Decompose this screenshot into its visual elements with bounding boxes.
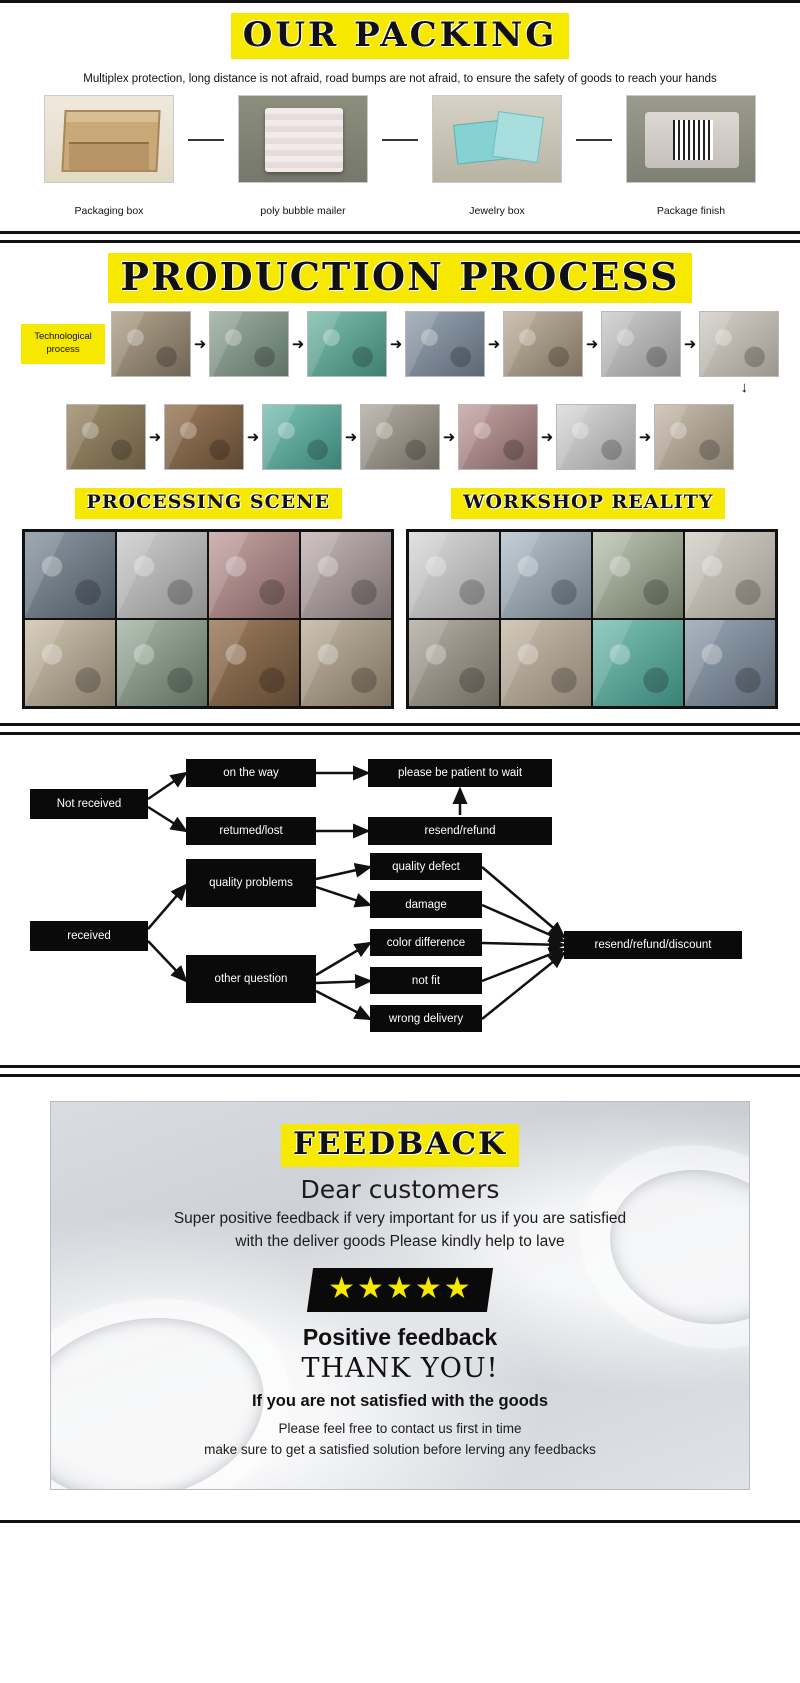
gallery-photo: [593, 620, 683, 706]
process-thumb: [503, 311, 583, 377]
packing-step-caption: Packaging box: [74, 205, 144, 217]
packing-separator: [382, 139, 418, 141]
issue-flow-section: [0, 732, 800, 1068]
arrow-right-icon: ➜: [683, 335, 697, 353]
feedback-line-1: Super positive feedback if very important for us if you are satisfied: [173, 1210, 627, 1227]
process-thumb: [262, 404, 342, 470]
contact-line: Please feel free to contact us first in time: [278, 1421, 522, 1436]
jewelry-box-image: [432, 95, 562, 183]
thank-you-label: THANK YOU!: [301, 1353, 499, 1384]
flow-box-not-fit: not fit: [370, 967, 482, 994]
arrow-right-icon: ➜: [193, 335, 207, 353]
arrow-right-icon: ➜: [487, 335, 501, 353]
production-galleries: [0, 529, 800, 709]
process-thumb: [654, 404, 734, 470]
flow-box-color-difference: color difference: [370, 929, 482, 956]
not-satisfied-label: If you are not satisfied with the goods: [251, 1392, 549, 1410]
flow-box-please-wait: please be patient to wait: [368, 759, 552, 787]
gallery-photo: [501, 620, 591, 706]
packing-section: [0, 0, 800, 234]
flow-box-wrong-delivery: wrong delivery: [370, 1005, 482, 1032]
process-thumb: [111, 311, 191, 377]
packing-title-wrap: [0, 13, 800, 59]
packing-step-caption: poly bubble mailer: [260, 205, 346, 217]
processing-scene-gallery: [22, 529, 394, 709]
gallery-photo: [593, 532, 683, 618]
packing-separator: [188, 139, 224, 141]
flow-box-received: received: [30, 921, 148, 951]
process-thumb: [405, 311, 485, 377]
packing-step-caption: Jewelry box: [469, 205, 525, 217]
process-thumb: [164, 404, 244, 470]
process-row-1: [0, 311, 800, 377]
issue-flow-chart: [8, 751, 792, 1051]
packaging-box-image: [44, 95, 174, 183]
gallery-photo: [685, 532, 775, 618]
packing-step: [228, 95, 378, 217]
process-thumb: [556, 404, 636, 470]
gallery-photo: [301, 532, 391, 618]
feedback-title: FEEDBACK: [281, 1124, 519, 1167]
arrow-right-icon: ➜: [389, 335, 403, 353]
production-subtitles: [0, 488, 800, 519]
gallery-photo: [209, 620, 299, 706]
process-row-2: [0, 404, 800, 470]
processing-scene-title: PROCESSING SCENE: [75, 488, 343, 519]
solution-line: make sure to get a satisfied solution before lerving any feedbacks: [204, 1442, 596, 1457]
packing-step: [34, 95, 184, 217]
feedback-content: [69, 1124, 731, 1457]
packing-step: [422, 95, 572, 217]
process-thumb: [360, 404, 440, 470]
gallery-photo: [501, 532, 591, 618]
flow-box-returned-lost: retumed/lost: [186, 817, 316, 845]
flow-box-quality-defect: quality defect: [370, 853, 482, 880]
feedback-line-2: with the deliver goods Please kindly help to lave: [235, 1233, 565, 1250]
gallery-photo: [301, 620, 391, 706]
gallery-photo: [409, 532, 499, 618]
packing-title: OUR PACKING: [231, 13, 569, 59]
arrow-right-icon: ➜: [638, 428, 652, 446]
packing-lead-text: Multiplex protection, long distance is not afraid, road bumps are not afraid, to ensure the safety of goods to reach your hands: [83, 73, 717, 85]
arrow-right-icon: ➜: [148, 428, 162, 446]
gallery-photo: [25, 620, 115, 706]
process-thumb: [66, 404, 146, 470]
packing-step: [616, 95, 766, 217]
workshop-reality-title: WORKSHOP REALITY: [451, 488, 725, 519]
process-thumb: [209, 311, 289, 377]
arrow-down-icon: ↓: [740, 379, 748, 396]
arrow-right-icon: ➜: [344, 428, 358, 446]
positive-feedback-label: Positive feedback: [302, 1324, 498, 1350]
gallery-photo: [117, 620, 207, 706]
bubble-mailer-image: [238, 95, 368, 183]
gallery-photo: [209, 532, 299, 618]
process-thumb: [699, 311, 779, 377]
arrow-right-icon: ➜: [585, 335, 599, 353]
package-finish-image: [626, 95, 756, 183]
process-thumb: [307, 311, 387, 377]
arrow-right-icon: ➜: [246, 428, 260, 446]
production-section: [0, 240, 800, 726]
feedback-title-wrap: [69, 1124, 731, 1167]
packing-step-caption: Package finish: [656, 205, 726, 217]
process-thumb: [601, 311, 681, 377]
star-icon: ★★★★★: [327, 1272, 473, 1305]
arrow-right-icon: ➜: [540, 428, 554, 446]
gallery-photo: [409, 620, 499, 706]
gallery-photo: [25, 532, 115, 618]
feedback-greeting: Dear customers: [300, 1175, 500, 1204]
feedback-section: [0, 1074, 800, 1523]
arrow-right-icon: ➜: [291, 335, 305, 353]
gallery-photo: [685, 620, 775, 706]
production-title-wrap: [0, 253, 800, 303]
flow-box-other-question: other question: [186, 955, 316, 1003]
flow-box-resend-refund-discount: resend/refund/discount: [564, 931, 742, 959]
flow-box-not-received: Not received: [30, 789, 148, 819]
flow-box-damage: damage: [370, 891, 482, 918]
technological-process-label: Technological process: [21, 324, 105, 364]
process-thumb: [458, 404, 538, 470]
packing-separator: [576, 139, 612, 141]
arrow-right-icon: ➜: [442, 428, 456, 446]
process-arrow-down-wrap: [0, 379, 800, 396]
packing-steps-row: [0, 95, 800, 217]
production-title: PRODUCTION PROCESS: [108, 253, 691, 303]
flow-box-resend-refund: resend/refund: [368, 817, 552, 845]
workshop-reality-gallery: [406, 529, 778, 709]
feedback-card: [50, 1101, 750, 1490]
star-rating: [307, 1268, 494, 1312]
gallery-photo: [117, 532, 207, 618]
flow-box-quality-problems: quality problems: [186, 859, 316, 907]
flow-box-on-the-way: on the way: [186, 759, 316, 787]
